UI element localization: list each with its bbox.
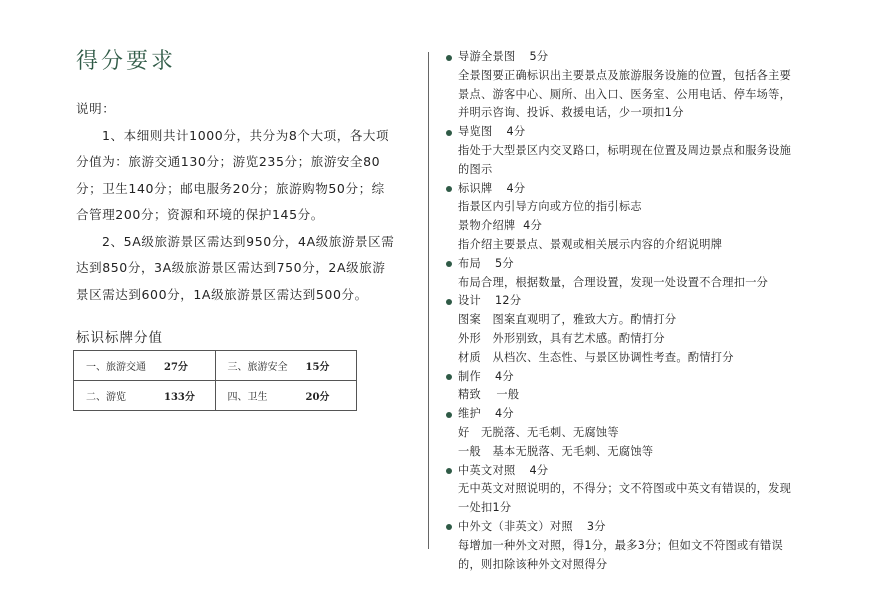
bullet-icon — [446, 261, 452, 267]
table-cell — [74, 381, 216, 411]
section-name: 维护 — [458, 407, 481, 421]
explanation-paragraph-1: 1、本细则共计1000分，共分为8个大项，各大项分值为：旅游交通130分；游览235分；旅游安全80分；卫生140分；邮电服务20分；旅游购物50分；综合管理200分；资源和环境的保护145分。 — [76, 127, 390, 222]
section-text-line: 指景区内引导方向或方位的指引标志 — [458, 200, 642, 214]
requirement-section — [446, 48, 866, 123]
section-text-line: 布局合理，根据数量，合理设置，发现一处设置不合理扣一分 — [458, 275, 769, 289]
section-name: 中英文对照 — [458, 463, 516, 477]
section-heading — [446, 462, 866, 481]
requirements-list — [446, 48, 866, 574]
requirement-section — [446, 405, 866, 461]
section-text-line: 指介绍主要景点、景观或相关展示内容的介绍说明牌 — [458, 237, 723, 251]
section-points: 4分 — [494, 407, 514, 421]
score-table-title: 标识标牌分值 — [76, 330, 163, 346]
requirement-section — [446, 255, 866, 293]
bullet-icon — [446, 130, 452, 136]
section-text-line: 景物介绍牌 4分 — [458, 219, 543, 233]
section-text-line: 并明示咨询、投诉、救援电话，少一项扣1分 — [458, 106, 684, 120]
page-title: 得分要求 — [76, 49, 177, 74]
bullet-icon — [446, 468, 452, 474]
section-points: 4分 — [494, 369, 514, 383]
section-heading — [446, 368, 866, 387]
explanation-paragraph-2: 2、5A级旅游景区需达到950分，4A级旅游景区需达到850分，3A级旅游景区需达到750分，2A级旅游景区需达到600分，1A级旅游景区需达到500分。 — [76, 233, 395, 302]
section-text-line: 外形 外形别致，具有艺术感。酌情打分 — [458, 331, 665, 345]
table-cell — [215, 381, 357, 411]
section-text-line: 的，则扣除该种外文对照得分 — [458, 557, 608, 571]
section-heading — [446, 123, 866, 142]
section-name: 标识牌 — [458, 181, 493, 195]
bullet-icon — [446, 55, 452, 61]
requirement-section — [446, 368, 866, 406]
section-name: 中外文（非英文）对照 — [458, 519, 573, 533]
score-table — [73, 350, 357, 411]
section-name: 设计 — [458, 294, 481, 308]
section-text-line: 图案 图案直观明了，雅致大方。酌情打分 — [458, 313, 677, 327]
section-text-line: 好 无脱落、无毛刺、无腐蚀等 — [458, 425, 619, 439]
section-points: 4分 — [506, 125, 526, 139]
section-heading — [446, 405, 866, 424]
table-cell — [215, 351, 357, 381]
cell-label: 一、旅游交通 — [86, 362, 146, 373]
section-points: 4分 — [506, 181, 526, 195]
cell-value: 20分 — [305, 392, 330, 403]
section-heading — [446, 292, 866, 311]
cell-value: 15分 — [305, 362, 330, 373]
section-heading — [446, 255, 866, 274]
section-heading — [446, 180, 866, 199]
cell-label: 四、卫生 — [227, 392, 268, 403]
section-heading — [446, 48, 866, 67]
section-name: 导游全景图 — [458, 50, 516, 63]
bullet-icon — [446, 186, 452, 192]
section-name: 导览图 — [458, 125, 493, 139]
section-heading — [446, 518, 866, 537]
section-name: 布局 — [458, 256, 481, 270]
column-divider — [428, 52, 429, 549]
section-text-line: 的图示 — [458, 162, 493, 176]
bullet-icon — [446, 374, 452, 380]
cell-label: 二、游览 — [86, 392, 126, 403]
requirement-section — [446, 462, 866, 518]
table-cell — [74, 351, 216, 381]
section-points: 3分 — [586, 519, 606, 533]
section-text-line: 材质 从档次、生态性、与景区协调性考查。酌情打分 — [458, 350, 734, 364]
section-text-line: 精致 一般 — [458, 388, 520, 402]
section-text-line: 每增加一种外文对照，得1分，最多3分；但如文不符图或有错误 — [458, 538, 783, 552]
bullet-icon — [446, 299, 452, 305]
explanation-block — [76, 96, 396, 308]
cell-value: 27分 — [164, 362, 188, 373]
section-text-line: 指处于大型景区内交叉路口，标明现在位置及周边景点和服务设施 — [458, 143, 792, 157]
section-points: 5分 — [494, 256, 514, 270]
requirement-section — [446, 292, 866, 367]
table-row — [74, 351, 357, 381]
section-points: 4分 — [529, 463, 549, 477]
requirement-section — [446, 123, 866, 179]
requirement-section — [446, 518, 866, 574]
section-points: 5分 — [529, 50, 549, 63]
cell-label: 三、旅游安全 — [227, 362, 288, 373]
bullet-icon — [446, 524, 452, 530]
table-row — [74, 381, 357, 411]
section-points: 12分 — [494, 294, 522, 308]
section-text-line: 全景图要正确标识出主要景点及旅游服务设施的位置，包括各主要 — [458, 68, 792, 82]
requirement-section — [446, 180, 866, 255]
bullet-icon — [446, 412, 452, 418]
explanation-label: 说明： — [76, 101, 116, 116]
section-text-line: 一般 基本无脱落、无毛刺、无腐蚀等 — [458, 444, 654, 458]
section-text-line: 景点、游客中心、厕所、出入口、医务室、公用电话、停车场等， — [458, 87, 792, 101]
section-text-line: 无中英文对照说明的，不得分；文不符图或中英文有错误的，发现 — [458, 482, 792, 496]
cell-value: 133分 — [164, 392, 195, 403]
section-name: 制作 — [458, 369, 481, 383]
section-text-line: 一处扣1分 — [458, 501, 512, 515]
